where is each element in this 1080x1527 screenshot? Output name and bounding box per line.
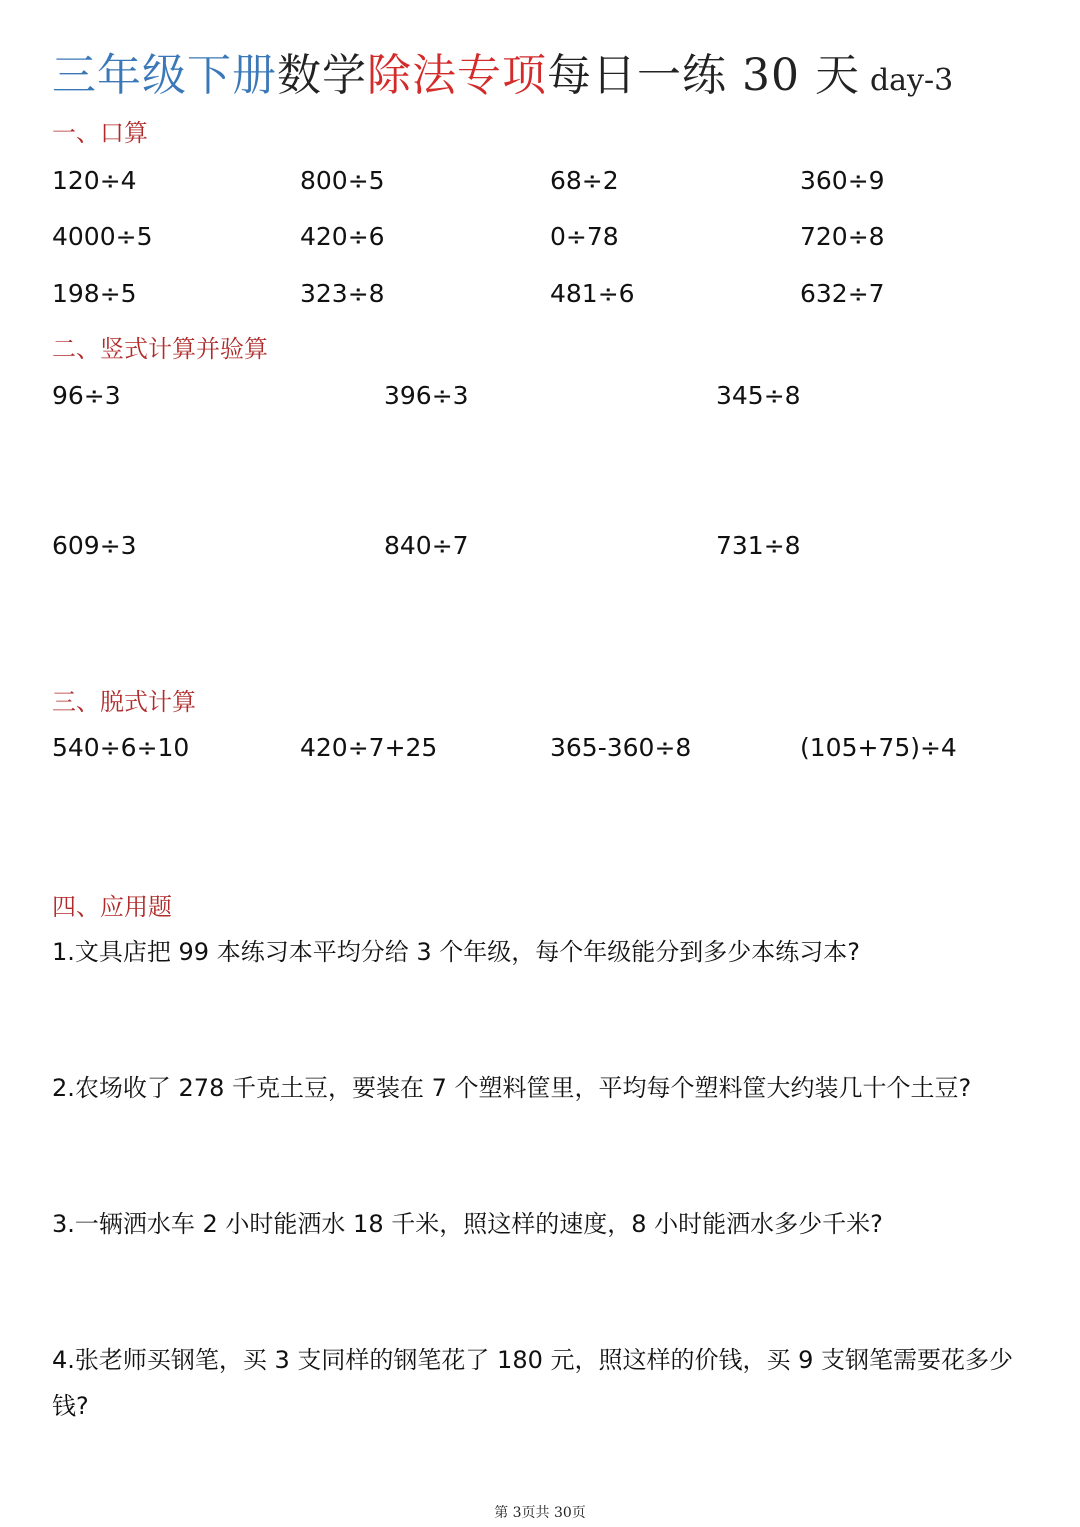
mental-math-item: 800÷5 — [300, 166, 385, 195]
step-calc-item: 540÷6÷10 — [52, 733, 190, 762]
mental-math-item: 420÷6 — [300, 222, 385, 251]
mental-math-item: 632÷7 — [800, 279, 885, 308]
mental-math-item: 198÷5 — [52, 279, 137, 308]
mental-math-item: 0÷78 — [550, 222, 619, 251]
mental-math-item: 360÷9 — [800, 166, 885, 195]
mental-math-item: 323÷8 — [300, 279, 385, 308]
word-problem: 2.农场收了 278 千克土豆，要装在 7 个塑料筐里，平均每个塑料筐大约装几十个土豆? — [52, 1074, 972, 1102]
step-calc-item: 420÷7+25 — [300, 733, 438, 762]
title-day: day-3 — [869, 63, 954, 98]
mental-math-item: 481÷6 — [550, 279, 635, 308]
section-heading-word-problems: 四、应用题 — [52, 893, 172, 921]
section-heading-step-calc: 三、脱式计算 — [52, 688, 196, 716]
word-problem: 1.文具店把 99 本练习本平均分给 3 个年级，每个年级能分到多少本练习本? — [52, 938, 860, 966]
page-title — [52, 46, 953, 111]
mental-math-item: 120÷4 — [52, 166, 137, 195]
section-heading-vertical-calc: 二、竖式计算并验算 — [52, 335, 268, 363]
mental-math-item: 68÷2 — [550, 166, 619, 195]
step-calc-item: 365-360÷8 — [550, 733, 692, 762]
vertical-calc-item: 731÷8 — [716, 531, 801, 560]
mental-math-item: 720÷8 — [800, 222, 885, 251]
title-grade: 三年级下册 — [52, 50, 277, 101]
mental-math-item: 4000÷5 — [52, 222, 153, 251]
vertical-calc-item: 345÷8 — [716, 381, 801, 410]
page-number: 第 3页共 30页 — [494, 1505, 586, 1521]
vertical-calc-item: 96÷3 — [52, 381, 121, 410]
section-heading-mental-math: 一、口算 — [52, 119, 148, 147]
title-topic: 除法专项 — [367, 50, 547, 101]
vertical-calc-item: 396÷3 — [384, 381, 469, 410]
word-problem: 4.张老师买钢笔，买 3 支同样的钢笔花了 180 元，照这样的价钱，买 9 支钢笔需要花多少钱? — [52, 1346, 1014, 1420]
word-problem: 3.一辆洒水车 2 小时能洒水 18 千米，照这样的速度，8 小时能洒水多少千米? — [52, 1210, 883, 1238]
vertical-calc-item: 840÷7 — [384, 531, 469, 560]
title-subject: 数学 — [277, 50, 367, 101]
step-calc-item: (105+75)÷4 — [800, 733, 957, 762]
title-daily: 每日一练 30 天 — [547, 50, 860, 101]
vertical-calc-item: 609÷3 — [52, 531, 137, 560]
